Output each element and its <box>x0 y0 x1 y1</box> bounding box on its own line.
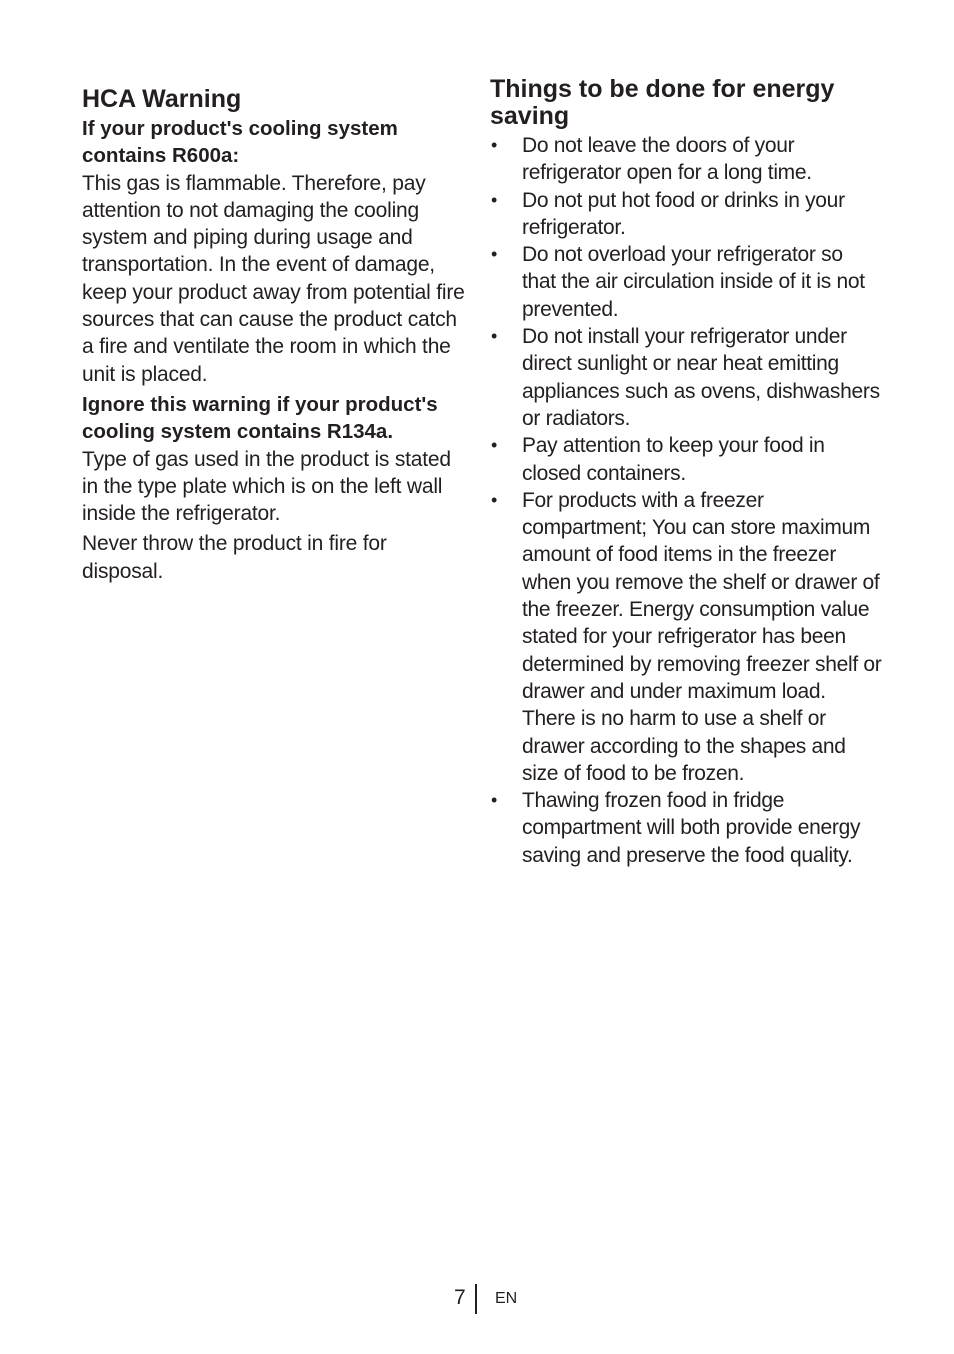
hca-warning-heading: HCA Warning <box>82 85 242 113</box>
gas-type-paragraph: Type of gas used in the product is stated in the type plate which is on the left wall inside the refrigerator. <box>82 447 451 526</box>
list-item: • Do not overload your refrigerator so that the air circulation inside of it is not prevented. <box>491 243 865 321</box>
r600a-subheading: If your product's cooling system contains R600a: <box>82 117 398 168</box>
flammable-paragraph: This gas is flammable. Therefore, pay attention to not damaging the cooling system and piping during usage and transportation. In the event of damage, keep your product away from potential fire sources that can cause the product catch a fire and ventilate the room in which the unit is placed. <box>82 171 465 386</box>
energy-saving-heading: Things to be done for energy saving <box>490 75 835 130</box>
bullet-icon: • <box>491 135 498 155</box>
language-code: EN <box>495 1290 518 1307</box>
page-number: 7 <box>454 1286 466 1309</box>
footer-divider <box>475 1284 477 1314</box>
bullet-icon: • <box>491 189 498 210</box>
bullet-icon: • <box>491 326 498 347</box>
list-item: • Do not put hot food or drinks in your refrigerator. <box>491 188 845 239</box>
right-column <box>490 76 882 869</box>
left-column <box>82 86 467 588</box>
r134a-subheading: Ignore this warning if your product's cooling system contains R134a. <box>82 392 438 444</box>
energy-saving-list <box>490 132 882 869</box>
disposal-paragraph: Never throw the product in fire for disposal. <box>82 532 387 583</box>
list-item: • Pay attention to keep your food in closed containers. <box>491 434 825 485</box>
list-item: • Thawing frozen food in fridge compartment will both provide energy saving and preserve the food quality. <box>491 789 861 867</box>
bullet-icon: • <box>491 244 498 265</box>
bullet-icon: • <box>491 489 498 510</box>
bullet-icon: • <box>491 790 498 811</box>
list-item: • For products with a freezer compartment; You can store maximum amount of food items in the freezer when you remove the shelf or drawer of the freezer. Energy consumption value stated for your refrigerator has been determined by removing freezer shelf or drawer and under maximum load. There is no harm to use a shelf or drawer according to the shapes and size of food to be frozen. <box>491 488 882 785</box>
list-item: • Do not leave the doors of your refrigerator open for a long time. <box>491 134 812 185</box>
list-item: • Do not install your refrigerator under direct sunlight or near heat emitting appliances such as ovens, dishwashers or radiators. <box>491 325 880 430</box>
bullet-icon: • <box>491 435 498 456</box>
page-footer <box>0 1284 954 1314</box>
